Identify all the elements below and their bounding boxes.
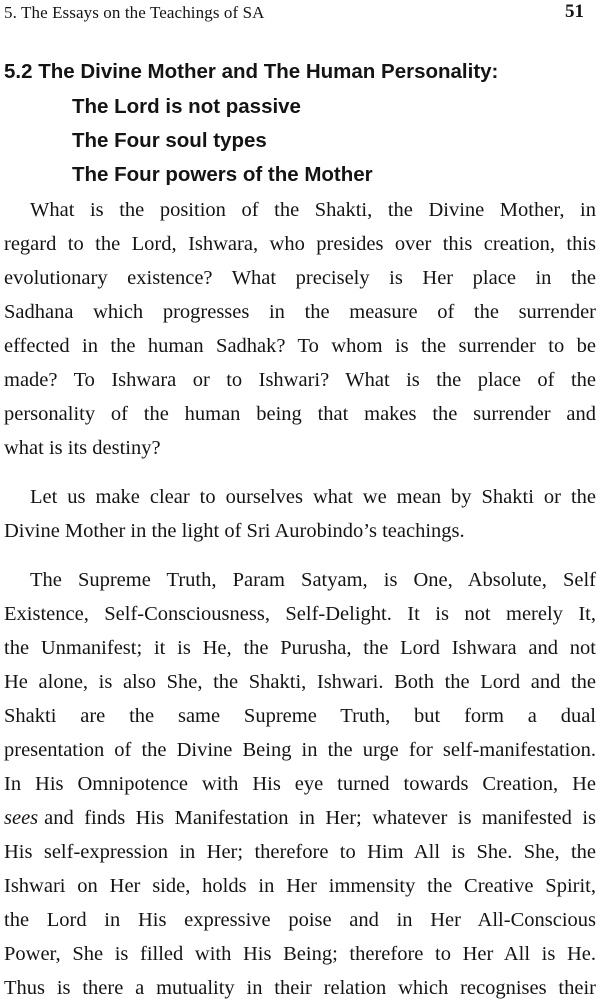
page-number: 51 (565, 1, 584, 22)
paragraph-line: His self-expression in Her; therefore to Him All is She. She, the (4, 841, 596, 863)
line-text: and finds His Manifestation in Her; whatever is manifested is (44, 807, 596, 829)
paragraph-line: what is its destiny? (4, 437, 161, 459)
emphasized-word: sees (4, 807, 39, 829)
paragraph-line: evolutionary existence? What precisely is Her place in the (4, 267, 596, 289)
paragraph-line: effected in the human Sadhak? To whom is the surrender to be (4, 335, 596, 357)
paragraph-line: He alone, is also She, the Shakti, Ishwari. Both the Lord and the (4, 671, 596, 693)
paragraph-line: the Unmanifest; it is He, the Purusha, the Lord Ishwara and not (4, 637, 596, 659)
section-subtitle: The Four powers of the Mother (72, 163, 373, 186)
paragraph-line: What is the position of the Shakti, the Divine Mother, in (30, 199, 596, 221)
paragraph-line: Let us make clear to ourselves what we mean by Shakti or the (30, 486, 596, 508)
paragraph-line: Existence, Self-Consciousness, Self-Delight. It is not merely It, (4, 603, 596, 625)
paragraph-line: In His Omnipotence with His eye turned towards Creation, He (4, 773, 596, 795)
paragraph-line: the Lord in His expressive poise and in Her All-Conscious (4, 909, 596, 931)
section-title: 5.2 The Divine Mother and The Human Personality: (4, 60, 499, 83)
paragraph-line: Thus is there a mutuality in their relation which recognises their (4, 977, 596, 999)
section-subtitle: The Four soul types (72, 129, 267, 152)
paragraph-line (4, 806, 596, 830)
paragraph-line: Power, She is filled with His Being; therefore to Her All is He. (4, 943, 596, 965)
paragraph-line: Ishwari on Her side, holds in Her immensity the Creative Spirit, (4, 875, 596, 897)
running-head: 5. The Essays on the Teachings of SA (4, 3, 265, 22)
paragraph-line: presentation of the Divine Being in the urge for self-manifestation. (4, 739, 596, 761)
paragraph-line: Sadhana which progresses in the measure of the surrender (4, 301, 596, 323)
paragraph-line: personality of the human being that makes the surrender and (4, 403, 596, 425)
paragraph-line: Shakti are the same Supreme Truth, but form a dual (4, 705, 596, 727)
paragraph-line: The Supreme Truth, Param Satyam, is One, Absolute, Self (30, 569, 596, 591)
paragraph-line: Divine Mother in the light of Sri Aurobindo’s teachings. (4, 520, 465, 542)
paragraph-line: regard to the Lord, Ishwara, who presides over this creation, this (4, 233, 596, 255)
section-subtitle: The Lord is not passive (72, 95, 301, 118)
paragraph-line: made? To Ishwara or to Ishwari? What is the place of the (4, 369, 596, 391)
